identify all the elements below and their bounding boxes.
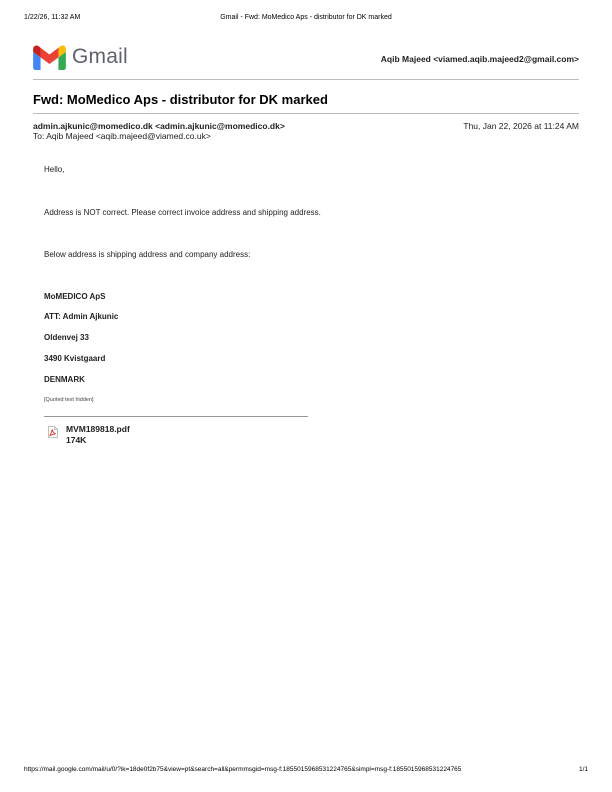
print-footer — [24, 766, 588, 776]
quoted-text-toggle[interactable]: [Quoted text hidden] — [44, 397, 94, 403]
address-line: ATT: Admin Ajkunic — [44, 312, 119, 321]
attachment-size: 174K — [66, 435, 87, 445]
account-label: Aqib Majeed <viamed.aqib.majeed2@gmail.com> — [380, 54, 579, 64]
email-date: Thu, Jan 22, 2026 at 11:24 AM — [463, 121, 579, 131]
address-line: DENMARK — [44, 375, 85, 384]
email-paragraph: Below address is shipping address and company address: — [44, 250, 251, 259]
gmail-wordmark: Gmail — [72, 45, 128, 68]
email-recipient: To: Aqib Majeed <aqib.majeed@viamed.co.uk> — [33, 131, 211, 141]
pdf-icon — [48, 426, 58, 438]
print-datetime: 1/22/26, 11:32 AM — [24, 14, 81, 21]
address-line: 3490 Kvistgaard — [44, 354, 106, 363]
address-line: MoMEDICO ApS — [44, 292, 106, 301]
email-subject: Fwd: MoMedico Aps - distributor for DK marked — [33, 92, 328, 107]
gmail-logo[interactable] — [33, 44, 128, 70]
attachment-filename[interactable]: MVM189818.pdf — [66, 424, 130, 434]
print-header — [24, 14, 588, 26]
email-sender — [33, 121, 285, 131]
attachment-divider — [44, 416, 308, 417]
attachment[interactable] — [48, 424, 130, 446]
gmail-m-icon — [33, 45, 66, 70]
page-number: 1/1 — [578, 766, 588, 773]
print-url: https://mail.google.com/mail/u/0/?ik=18de0f2b75&view=pt&search=all&permmsgid=msg-f:1855015968531224765&simpl=msg-f:1855015968531224765 — [24, 766, 462, 773]
subject-divider — [33, 113, 579, 114]
email-paragraph: Address is NOT correct. Please correct invoice address and shipping address. — [44, 208, 321, 217]
header-divider — [33, 79, 579, 80]
email-greeting: Hello, — [44, 165, 65, 174]
address-line: Oldenvej 33 — [44, 333, 89, 342]
sender-address: admin.ajkunic@momedico.dk <admin.ajkunic@momedico.dk> — [33, 121, 285, 131]
print-title: Gmail - Fwd: MoMedico Aps - distributor for DK marked — [220, 14, 392, 21]
attachment-info — [66, 424, 130, 446]
